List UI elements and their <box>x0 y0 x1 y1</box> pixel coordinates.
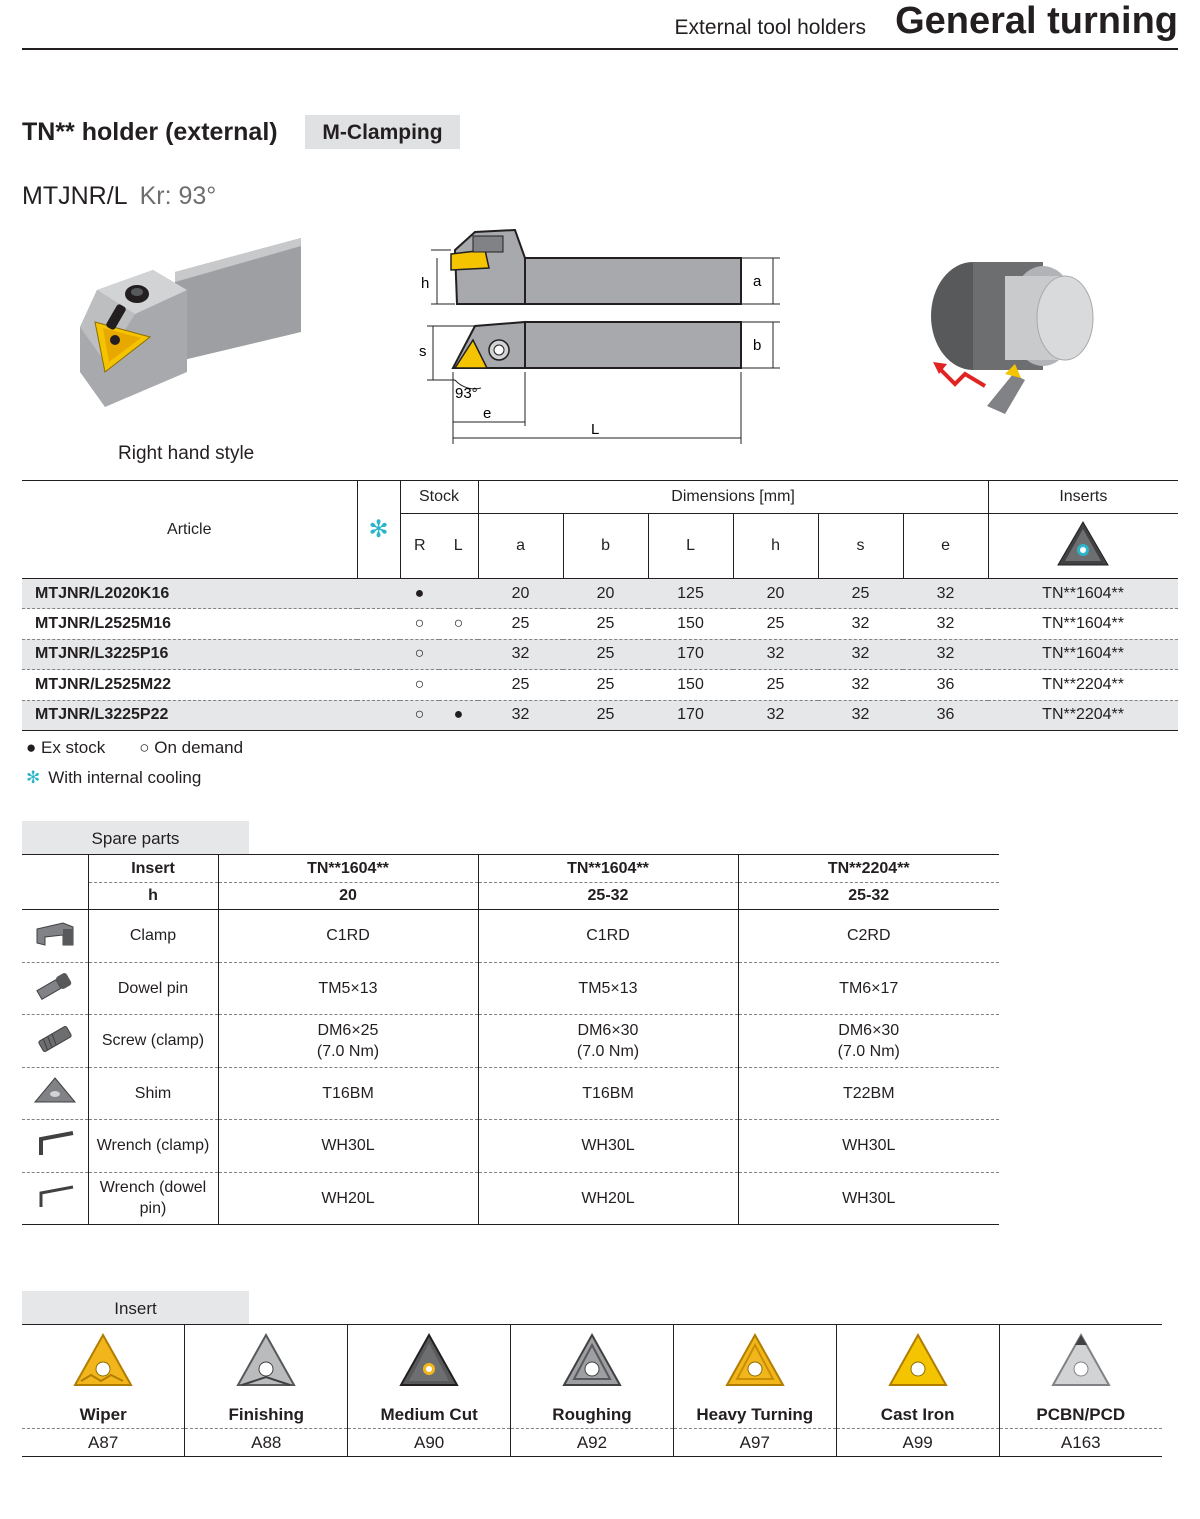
dim-s-cell: 32 <box>818 639 903 669</box>
part-name: Screw (clamp) <box>88 1015 218 1068</box>
header-subtitle: External tool holders <box>674 16 866 39</box>
insert-name: Heavy Turning <box>673 1403 836 1429</box>
dimensions-header: Dimensions [mm] <box>478 481 988 514</box>
insert-page-ref: A163 <box>999 1429 1162 1457</box>
dim-s-label: s <box>419 343 427 360</box>
dim-b-cell: 20 <box>563 579 648 609</box>
shim-icon <box>22 1067 88 1120</box>
stock-l-header: L <box>453 537 463 554</box>
cast-iron-insert-icon <box>836 1325 999 1403</box>
dim-e-label: e <box>483 405 492 422</box>
insert-cell: TN**1604** <box>988 639 1178 669</box>
dim-s-cell: 32 <box>818 700 903 730</box>
table-row <box>22 609 1178 639</box>
part-value: WH30L <box>478 1120 738 1173</box>
medium-cut-insert-icon <box>348 1325 511 1403</box>
insert-types-table <box>22 1324 1162 1457</box>
stock-r-cell: ○ <box>400 609 439 639</box>
workpiece-illustration-icon <box>925 256 1105 416</box>
insert-cell: TN**2204** <box>988 670 1178 700</box>
insert-page-ref: A87 <box>22 1429 185 1457</box>
dim-h-header: h <box>733 514 818 579</box>
stock-l-cell <box>439 579 478 609</box>
part-value: WH20L <box>478 1172 738 1225</box>
stock-r-cell: ○ <box>400 700 439 730</box>
table-row <box>22 700 1178 730</box>
dim-b-label: b <box>753 337 762 354</box>
finishing-insert-icon <box>185 1325 348 1403</box>
product-title: TN** holder (external) <box>22 118 278 146</box>
article-header: Article <box>167 520 212 538</box>
table-row <box>22 670 1178 700</box>
part-name: Dowel pin <box>88 962 218 1015</box>
part-value: WH30L <box>738 1120 999 1173</box>
dim-a-cell: 32 <box>478 700 563 730</box>
dim-h-cell: 32 <box>733 700 818 730</box>
snowflake-icon: ✻ <box>368 516 389 543</box>
insert-name: Finishing <box>185 1403 348 1429</box>
stock-l-cell: ○ <box>439 609 478 639</box>
part-value: WH30L <box>218 1120 478 1173</box>
insert-cell: TN**1604** <box>988 609 1178 639</box>
dim-a-label: a <box>753 273 762 290</box>
spare-parts-table <box>22 854 999 1225</box>
insert-cell: TN**1604** <box>988 579 1178 609</box>
dim-a-header: a <box>478 514 563 579</box>
clamping-badge: M-Clamping <box>305 115 460 149</box>
table-row <box>22 639 1178 669</box>
dim-b-cell: 25 <box>563 609 648 639</box>
article-cell: MTJNR/L2525M22 <box>22 670 357 700</box>
part-value: DM6×30 (7.0 Nm) <box>738 1015 999 1068</box>
insert-image-header <box>988 514 1178 579</box>
part-name: Wrench (dowel pin) <box>88 1172 218 1225</box>
spare-row <box>22 910 999 963</box>
model-line <box>22 182 216 211</box>
article-cell: MTJNR/L2020K16 <box>22 579 357 609</box>
spare-row <box>22 1172 999 1225</box>
spare-row <box>22 1120 999 1173</box>
cooling-legend <box>26 768 201 788</box>
dim-s-cell: 32 <box>818 609 903 639</box>
dim-a-cell: 20 <box>478 579 563 609</box>
header-title: General turning <box>895 0 1178 42</box>
inserts-header: Inserts <box>988 481 1178 514</box>
angle-label: 93° <box>455 385 478 402</box>
dim-b-cell: 25 <box>563 700 648 730</box>
spare-row <box>22 1067 999 1120</box>
model-code: MTJNR/L <box>22 182 128 210</box>
insert-section-label: Insert <box>22 1291 249 1324</box>
dim-a-cell: 25 <box>478 609 563 639</box>
dim-l-cell: 150 <box>648 609 733 639</box>
stock-r-cell: ○ <box>400 639 439 669</box>
on-demand-legend: ○ On demand <box>139 738 244 757</box>
dim-a-cell: 25 <box>478 670 563 700</box>
dim-l-cell: 170 <box>648 700 733 730</box>
dim-b-cell: 25 <box>563 670 648 700</box>
pcbn-pcd-insert-icon <box>999 1325 1162 1403</box>
dim-e-cell: 36 <box>903 670 988 700</box>
insert-page-ref: A99 <box>836 1429 999 1457</box>
insert-name: Roughing <box>511 1403 674 1429</box>
part-value: TM5×13 <box>478 962 738 1015</box>
part-value: T16BM <box>218 1067 478 1120</box>
part-value: C1RD <box>218 910 478 963</box>
article-cell: MTJNR/L2525M16 <box>22 609 357 639</box>
part-name: Shim <box>88 1067 218 1120</box>
col-insert: TN**2204** <box>738 855 999 883</box>
dim-l-cell: 150 <box>648 670 733 700</box>
screw-icon <box>22 1015 88 1068</box>
stock-r-cell: ● <box>400 579 439 609</box>
insert-label: Insert <box>88 855 218 883</box>
wrench-icon <box>22 1172 88 1225</box>
right-hand-style-label: Right hand style <box>118 443 255 464</box>
wiper-insert-icon <box>22 1325 185 1403</box>
spare-row <box>22 1015 999 1068</box>
clamp-icon <box>22 910 88 963</box>
part-value: C2RD <box>738 910 999 963</box>
insert-name: Medium Cut <box>348 1403 511 1429</box>
spare-row <box>22 962 999 1015</box>
spare-parts-label: Spare parts <box>22 821 249 854</box>
dim-b-cell: 25 <box>563 639 648 669</box>
dowel-pin-icon <box>22 962 88 1015</box>
roughing-insert-icon <box>511 1325 674 1403</box>
dim-b-header: b <box>563 514 648 579</box>
table-row <box>22 579 1178 609</box>
dim-l-cell: 170 <box>648 639 733 669</box>
dim-s-cell: 25 <box>818 579 903 609</box>
kr-angle: Kr: 93° <box>139 182 217 210</box>
insert-name: Cast Iron <box>836 1403 999 1429</box>
insert-name: Wiper <box>22 1403 185 1429</box>
part-value: T16BM <box>478 1067 738 1120</box>
tnmg-insert-icon <box>1055 519 1111 569</box>
part-value: WH20L <box>218 1172 478 1225</box>
dim-l-cell: 125 <box>648 579 733 609</box>
technical-drawing <box>415 222 795 452</box>
part-value: TM5×13 <box>218 962 478 1015</box>
dim-a-cell: 32 <box>478 639 563 669</box>
dim-h-cell: 32 <box>733 639 818 669</box>
snowflake-icon: ✻ <box>26 768 41 787</box>
stock-r-header: R <box>400 514 439 579</box>
article-cell: MTJNR/L3225P16 <box>22 639 357 669</box>
insert-page-ref: A90 <box>348 1429 511 1457</box>
part-value: C1RD <box>478 910 738 963</box>
stock-header: Stock <box>400 481 478 514</box>
col-insert: TN**1604** <box>478 855 738 883</box>
stock-l-cell <box>439 670 478 700</box>
part-name: Clamp <box>88 910 218 963</box>
col-insert: TN**1604** <box>218 855 478 883</box>
h-label: h <box>88 883 218 910</box>
part-value: TM6×17 <box>738 962 999 1015</box>
ex-stock-legend: ● Ex stock <box>26 738 106 757</box>
dim-h-cell: 20 <box>733 579 818 609</box>
dim-l-header: L <box>648 514 733 579</box>
part-value: DM6×30 (7.0 Nm) <box>478 1015 738 1068</box>
part-value: DM6×25 (7.0 Nm) <box>218 1015 478 1068</box>
dim-h-cell: 25 <box>733 609 818 639</box>
part-value: T22BM <box>738 1067 999 1120</box>
heavy-turning-insert-icon <box>673 1325 836 1403</box>
dim-e-cell: 36 <box>903 700 988 730</box>
article-table <box>22 480 1178 731</box>
article-cell: MTJNR/L3225P22 <box>22 700 357 730</box>
dim-e-header: e <box>903 514 988 579</box>
insert-page-ref: A88 <box>185 1429 348 1457</box>
col-h: 20 <box>218 883 478 910</box>
part-value: WH30L <box>738 1172 999 1225</box>
cooling-header <box>357 481 400 579</box>
holder-illustration-icon <box>75 232 305 412</box>
insert-cell: TN**2204** <box>988 700 1178 730</box>
stock-l-cell <box>439 639 478 669</box>
dim-h-cell: 25 <box>733 670 818 700</box>
dim-e-cell: 32 <box>903 639 988 669</box>
dim-e-cell: 32 <box>903 579 988 609</box>
part-name: Wrench (clamp) <box>88 1120 218 1173</box>
insert-name: PCBN/PCD <box>999 1403 1162 1429</box>
wrench-icon <box>22 1120 88 1173</box>
col-h: 25-32 <box>478 883 738 910</box>
insert-page-ref: A92 <box>511 1429 674 1457</box>
dim-s-header: s <box>818 514 903 579</box>
col-h: 25-32 <box>738 883 999 910</box>
stock-l-cell: ● <box>439 700 478 730</box>
insert-page-ref: A97 <box>673 1429 836 1457</box>
stock-legend <box>26 738 243 758</box>
dim-s-cell: 32 <box>818 670 903 700</box>
dim-h-label: h <box>421 275 430 292</box>
page-header <box>22 0 1178 50</box>
dim-length-label: L <box>591 421 600 438</box>
cooling-legend-text: With internal cooling <box>48 768 202 787</box>
dim-e-cell: 32 <box>903 609 988 639</box>
stock-r-cell: ○ <box>400 670 439 700</box>
